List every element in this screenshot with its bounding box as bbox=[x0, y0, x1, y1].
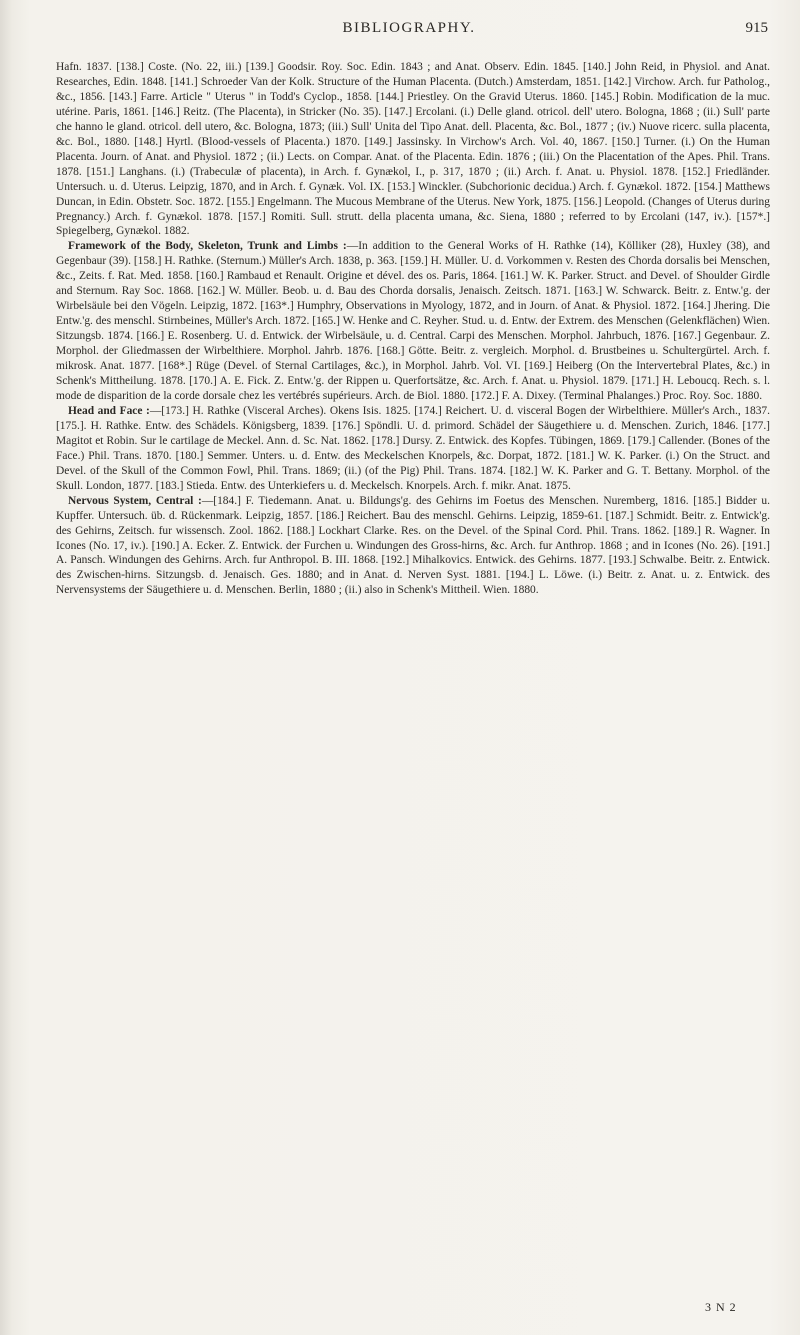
page-number: 915 bbox=[745, 20, 768, 36]
section-heading-head-face: Head and Face : bbox=[68, 404, 150, 417]
paragraph-text: —[173.] H. Rathke (Visceral Arches). Okens Isis. 1825. [174.] Reichert. U. d. visceral Bogen der Wirbelthiere. Müller's Arch., 1837. [175.]. H. Rathke. Entw. des Schädels. Königsberg, 1839. [176.] Spöndli. U. d. primord. Schädel der Säugethiere u. d. Menschen. Zurich, 1846. [177.] Magitot et Robin. Sur le cartilage de Meckel. Ann. d. Sc. Nat. 1862. [178.] Dursy. Z. Entwick. des Kopfes. Tübingen, 1869. [179.] Callender. (Bones of the Face.) Phil. Trans. 1870. [180.] Semmer. Unters. u. d. Entw. des Meckelschen Knorpels, &c. Dorpat, 1872. [181.] W. K. Parker. (i.) On the Struct. and Devel. of the Skull of the Common Fowl, Phil. Trans. 1869; (ii.) (of the Pig) Phil. Trans. 1874. [182.] W. K. Parker and G. T. Bettany. Morphol. of the Skull. London, 1877. [183.] Stieda. Entw. des Unterkiefers u. d. Meckelsch. Knorpels. Arch. f. mikr. Anat. 1875. bbox=[56, 404, 770, 492]
section-heading-nervous-system: Nervous System, Central : bbox=[68, 494, 202, 507]
page-header bbox=[50, 20, 768, 42]
signature-mark: 3 N 2 bbox=[705, 1300, 737, 1314]
paragraph-text: —[184.] F. Tiedemann. Anat. u. Bildungs'g. des Gehirns im Foetus des Menschen. Nuremberg, 1816. [185.] Bidder u. Kupffer. Untersuch. üb. d. Rückenmark. Leipzig, 1857. [186.] Reichert. Bau des menschl. Gehirns. Leipzig, 1859-61. [187.] Schmidt. Beitr. z. Entwick'g. des Gehirns, Zeitsch. fur wissensch. Zool. 1862. [188.] Lockhart Clarke. Res. on the Devel. of the Spinal Cord. Phil. Trans. 1862. [189.] R. Wagner. In Icones (No. 17, iv.). [190.] A. Ecker. Z. Entwick. der Furchen u. Windungen des Gross-hirns, &c. Arch. fur Anthrop. 1868 ; and in Icones (No. 26). [191.] A. Pansch. Windungen des Gehirns. Arch. fur Anthropol. B. III. 1868. [192.] Mihalkovics. Entwick. des Gehirns. 1877. [193.] Schwalbe. Beitr. z. Entwick. des Zwischen-hirns. Sitzungsb. d. Jenaisch. Ges. 1880; and in Anat. d. Nerven Syst. 1881. [194.] L. Löwe. (i.) Beitr. z. Anat. u. z. Entwick. des Nervensystems der Säugethiere u. d. Menschen. Berlin, 1880 ; (ii.) also in Schenk's Mittheil. Wien. 1880. bbox=[56, 494, 770, 597]
bibliography-paragraph-placenta bbox=[56, 60, 770, 239]
bibliography-paragraph-head-face bbox=[56, 404, 770, 494]
bibliography-body bbox=[56, 60, 770, 598]
section-heading-framework: Framework of the Body, Skeleton, Trunk and Limbs : bbox=[68, 240, 347, 253]
running-title: BIBLIOGRAPHY. bbox=[342, 20, 476, 36]
bibliography-paragraph-nervous-system bbox=[56, 494, 770, 599]
page-gutter-shadow bbox=[0, 0, 12, 1335]
bibliography-paragraph-framework bbox=[56, 239, 770, 403]
paragraph-text: —In addition to the General Works of H. Rathke (14), Kölliker (28), Huxley (38), and Gegenbaur (39). [158.] H. Rathke. (Sternum.) Müller's Arch. 1838, p. 363. [159.] H. Müller. U. d. Vorkommen v. Resten des Chorda dorsalis bei Menschen, &c., Zeits. f. Rat. Med. 1858. [160.] Rambaud et Renault. Origine et dével. des os. Paris, 1864. [161.] W. K. Parker. Struct. and Devel. of Shoulder Girdle and Sternum. Ray Soc. 1868. [162.] W. Müller. Beob. u. d. Bau des Chorda dorsalis, Jenaisch. Zeitsch. 1871. [163.] W. Schwarck. Beitr. z. Entw.'g. der Wirbelsäule bei den Vögeln. Leipzig, 1872. [163*.] Humphry, Observations in Myology, 1872, and in Journ. of Anat. & Physiol. 1872. [164.] Jhering. Die Entw.'g. des menschl. Stirnbeines, Müller's Arch. 1872. [165.] W. Henke and C. Reyher. Stud. u. d. Entw. der Extrem. des Menschen (Gelenkflächen) Wien. Sitzungsb. 1874. [166.] E. Rosenberg. U. d. Entwick. der Wirbelsäule, u. d. Central. Carpi des Menschen. Morphol. Jahrbuch, 1876. [167.] Gegenbaur. Z. Morphol. der Gliedmassen der Wirbelthiere. Morphol. Jahrb. 1876. [168.] Götte. Beitr. z. vergleich. Morphol. d. Brustbeines u. Schultergürtel. Arch. f. mikrosk. Anat. 1877. [168*.] Rüge (Devel. of Sternal Cartilages, &c.), in Morphol. Jahrb. Vol. VI. [169.] Heiberg (On the Intervertebral Plates, &c.) in Schenk's Mittheilung. 1878. [170.] A. E. Fick. Z. Entw.'g. der Rippen u. Querfortsätze, &c. Arch. f. Anat. u. Physiol. 1879. [171.] H. Leboucq. Rech. s. l. mode de disparition de la corde dorsale chez les vertébrés supérieurs. Arch. de Biol. 1880. [172.] F. A. Dixey. (Terminal Phalanges.) Proc. Roy. Soc. 1880. bbox=[56, 240, 770, 402]
paragraph-text: Hafn. 1837. [138.] Coste. (No. 22, iii.) [139.] Goodsir. Roy. Soc. Edin. 1843 ; and Anat. Observ. Edin. 1845. [140.] John Reid, in Physiol. and Anat. Researches, Edin. 1848. [141.] Schroeder Van der Kolk. Structure of the Human Placenta. (Dutch.) Amsterdam, 1851. [142.] Virchow. Arch. fur Patholog., &c., 1856. [143.] Farre. Article " Uterus " in Todd's Cyclop., 1858. [144.] Priestley. On the Gravid Uterus. 1860. [145.] Robin. Modification de la muc. utérine. Paris, 1861. [146.] Reitz. (The Placenta), in Stricker (No. 35). [147.] Ercolani. (i.) Delle gland. otricol. dell' utero. Bologna, 1868 ; (ii.) Sull' parte che hanno le gland. otricol. dell utero, &c. Bologna, 1873; (iii.) Sull' Unita del Tipo Anat. dell. Placenta, &c. Bol., 1877 ; (iv.) Nuove ricerc. sulla placenta, &c. Bol., 1880. [148.] Hyrtl. (Blood-vessels of Placenta.) 1870. [149.] Jassinsky. In Virchow's Arch. Vol. 40, 1867. [150.] Turner. (i.) On the Human Placenta. Journ. of Anat. and Physiol. 1872 ; (ii.) Lects. on Compar. Anat. of the Placenta. Edin. 1876 ; (iii.) On the Placentation of the Apes. Phil. Trans. 1878. [151.] Langhans. (i.) (Trabeculæ of placenta), in Arch. f. Gynækol, I., p. 317, 1870 ; (ii.) Arch. f. Anat. u. Physiol. 1878. [152.] Friedländer. Untersuch. u. d. Uterus. Leipzig, 1870, and in Arch. f. Gynæk. Vol. IX. [153.] Winckler. (Subchorionic decidua.) Arch. f. Gynækol. 1872. [154.] Matthews Duncan, in Edin. Obstetr. Soc. 1872. [155.] Engelmann. The Mucous Membrane of the Uterus. New York, 1875. [156.] Leopold. (Changes of Uterus during Pregnancy.) Arch. f. Gynækol. 1878. [157.] Romiti. Sull. strutt. della placenta umana, &c. Siena, 1880 ; referred to by Ercolani (147, iv.). [157*.] Spiegelberg, Gynækol. 1882. bbox=[56, 61, 770, 238]
